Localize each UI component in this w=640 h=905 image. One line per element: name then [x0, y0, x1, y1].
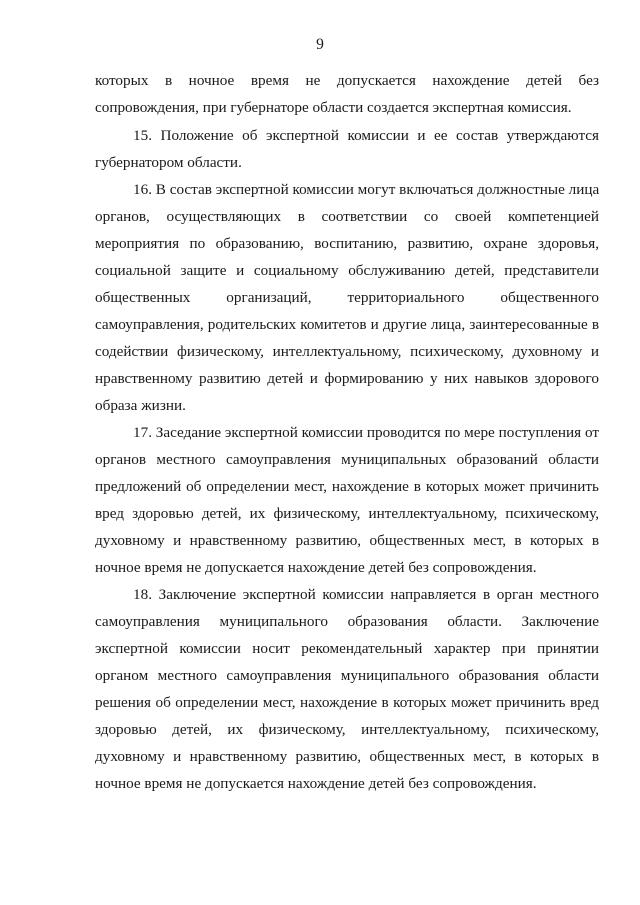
text-line: социальной защите и социальному обслуживанию детей, представители	[95, 262, 599, 279]
text-line: экспертной комиссии носит рекомендательный характер при принятии	[95, 640, 599, 657]
text-line: органов местного самоуправления муниципальных образований области	[95, 451, 599, 468]
text-line: предложений об определении мест, нахождение в которых может причинить	[95, 478, 599, 495]
text-line: самоуправления муниципального образования области. Заключение	[95, 613, 599, 630]
text-line: ночное время не допускается нахождение детей без сопровождения.	[95, 559, 537, 576]
page-number: 9	[316, 36, 324, 53]
paragraph-18-first-line: 18. Заключение экспертной комиссии направляется в орган местного	[133, 586, 599, 603]
text-line: мероприятия по образованию, воспитанию, развитию, охране здоровья,	[95, 235, 599, 252]
text-line: духовному и нравственному развитию, общественных мест, в которых в	[95, 532, 599, 549]
text-line: содействии физическому, интеллектуальному, психическому, духовному и	[95, 343, 599, 360]
text-line: самоуправления, родительских комитетов и другие лица, заинтересованные в	[95, 316, 599, 333]
text-line: здоровью детей, их физическому, интеллектуальному, психическому,	[95, 721, 599, 738]
text-line: нравственному развитию детей и формированию у них навыков здорового	[95, 370, 599, 387]
text-line: решения об определении мест, нахождение в которых может причинить вред	[95, 694, 599, 711]
text-line: образа жизни.	[95, 397, 186, 414]
paragraph-16-first-line: 16. В состав экспертной комиссии могут включаться должностные лица	[133, 181, 600, 198]
text-line: ночное время не допускается нахождение детей без сопровождения.	[95, 775, 537, 792]
text-line: органом местного самоуправления муниципального образования области	[95, 667, 599, 684]
paragraph-15-first-line: 15. Положение об экспертной комиссии и ее состав утверждаются	[133, 127, 599, 144]
text-line: общественных организаций, территориального общественного	[95, 289, 599, 306]
text-line: губернатором области.	[95, 154, 242, 171]
text-line: которых в ночное время не допускается нахождение детей без	[95, 72, 599, 89]
text-line: вред здоровью детей, их физическому, интеллектуальному, психическому,	[95, 505, 599, 522]
text-line: духовному и нравственному развитию, общественных мест, в которых в	[95, 748, 599, 765]
paragraph-17-first-line: 17. Заседание экспертной комиссии проводится по мере поступления от	[133, 424, 599, 441]
text-line: сопровождения, при губернаторе области создается экспертная комиссия.	[95, 99, 572, 116]
text-line: органов, осуществляющих в соответствии со своей компетенцией	[95, 208, 599, 225]
